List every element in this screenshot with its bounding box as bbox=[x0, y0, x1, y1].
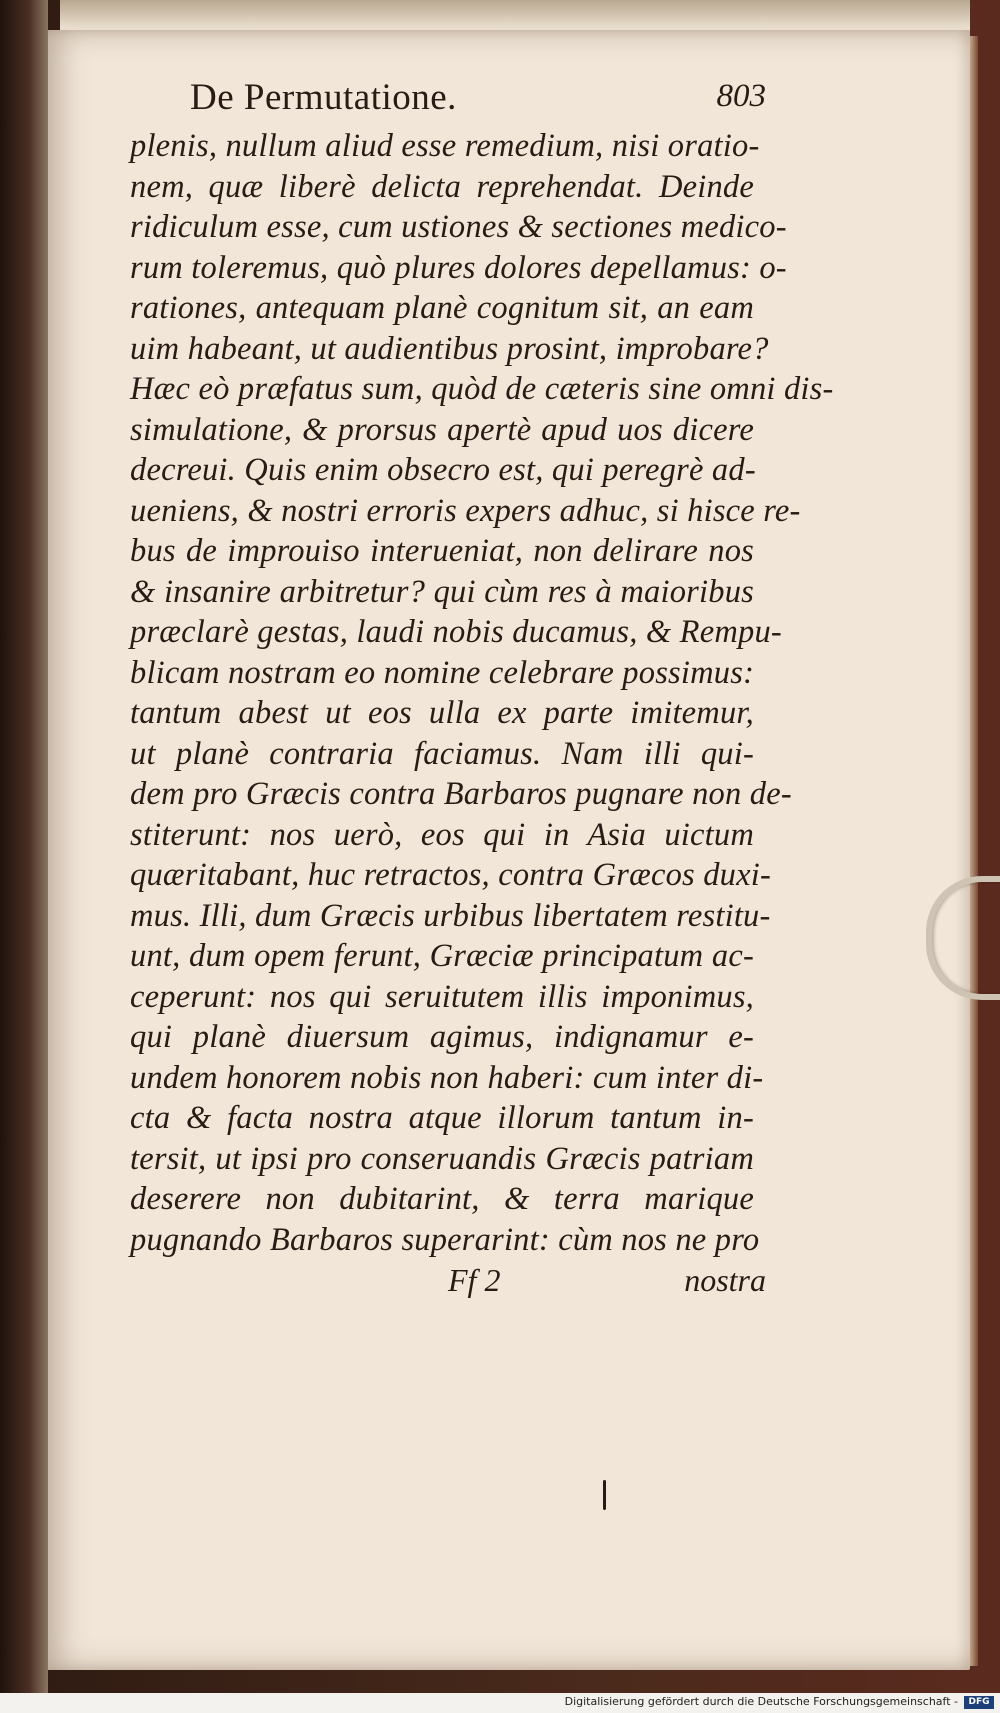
page-number: 803 bbox=[716, 78, 766, 114]
text-line: blicam nostram eo nomine celebrare possimus: bbox=[130, 654, 755, 691]
text-line: præclarè gestas, laudi nobis ducamus, & Rempu- bbox=[130, 614, 782, 650]
text-line: nem, quæ liberè delicta reprehendat. Deinde bbox=[130, 168, 754, 205]
text-line: rum toleremus, quò plures dolores depellamus: o- bbox=[130, 249, 787, 286]
text-line: qui planè diuersum agimus, indignamur e- bbox=[130, 1019, 754, 1055]
text-line: unt, dum opem ferunt, Græciæ principatum ac- bbox=[130, 938, 754, 974]
text-line: ridiculum esse, cum ustiones & sectiones medico- bbox=[130, 209, 787, 245]
text-line: bus de improuiso interueniat, non delirare nos bbox=[130, 533, 754, 569]
text-line: tantum abest ut eos ulla ex parte imitemur, bbox=[130, 695, 754, 731]
text-line: Hæc eò præfatus sum, quòd de cæteris sine omni dis- bbox=[130, 371, 834, 407]
body-text bbox=[130, 126, 834, 1260]
text-line: plenis, nullum aliud esse remedium, nisi oratio- bbox=[130, 128, 760, 164]
text-line: dem pro Græcis contra Barbaros pugnare non de- bbox=[130, 776, 792, 812]
text-line: uim habeant, ut audientibus prosint, improbare? bbox=[130, 330, 769, 367]
text-line: quæritabant, huc retractos, contra Græcos duxi- bbox=[130, 857, 772, 893]
text-line: stiterunt: nos uerò, eos qui in Asia uictum bbox=[130, 816, 754, 853]
signature-mark: Ff 2 bbox=[448, 1262, 501, 1298]
text-line: ut planè contraria faciamus. Nam illi qui- bbox=[130, 735, 754, 772]
text-line: tersit, ut ipsi pro conseruandis Græcis patriam bbox=[130, 1140, 754, 1177]
text-block bbox=[130, 76, 834, 1302]
text-line: ceperunt: nos qui seruitutem illis imponimus, bbox=[130, 978, 754, 1015]
digitization-footer bbox=[0, 1693, 1000, 1713]
text-line: undem honorem nobis non haberi: cum inter di- bbox=[130, 1059, 764, 1096]
catchword: nostra bbox=[684, 1262, 766, 1298]
running-head: De Permutatione. bbox=[190, 77, 457, 118]
text-line: decreui. Quis enim obsecro est, qui peregrè ad- bbox=[130, 452, 756, 488]
text-line: pugnando Barbaros superarint: cùm nos ne pro bbox=[130, 1221, 760, 1258]
text-line: cta & facta nostra atque illorum tantum in- bbox=[130, 1100, 754, 1136]
dfg-logo: DFG bbox=[964, 1696, 994, 1709]
text-line: ueniens, & nostri erroris expers adhuc, si hisce re- bbox=[130, 492, 801, 529]
funding-credit: Digitalisierung gefördert durch die Deutsche Forschungsgemeinschaft - bbox=[564, 1695, 958, 1708]
text-line: & insanire arbitretur? qui cùm res à maioribus bbox=[130, 573, 754, 610]
ink-mark bbox=[603, 1480, 606, 1510]
page-header bbox=[130, 76, 766, 126]
text-line: mus. Illi, dum Græcis urbibus libertatem restitu- bbox=[130, 897, 771, 934]
text-line: simulatione, & prorsus apertè apud uos dicere bbox=[130, 411, 754, 448]
text-line: rationes, antequam planè cognitum sit, an eam bbox=[130, 290, 754, 326]
text-line: deserere non dubitarint, & terra marique bbox=[130, 1181, 754, 1217]
spine-shadow bbox=[0, 0, 48, 1713]
page-footer-line bbox=[130, 1260, 766, 1302]
